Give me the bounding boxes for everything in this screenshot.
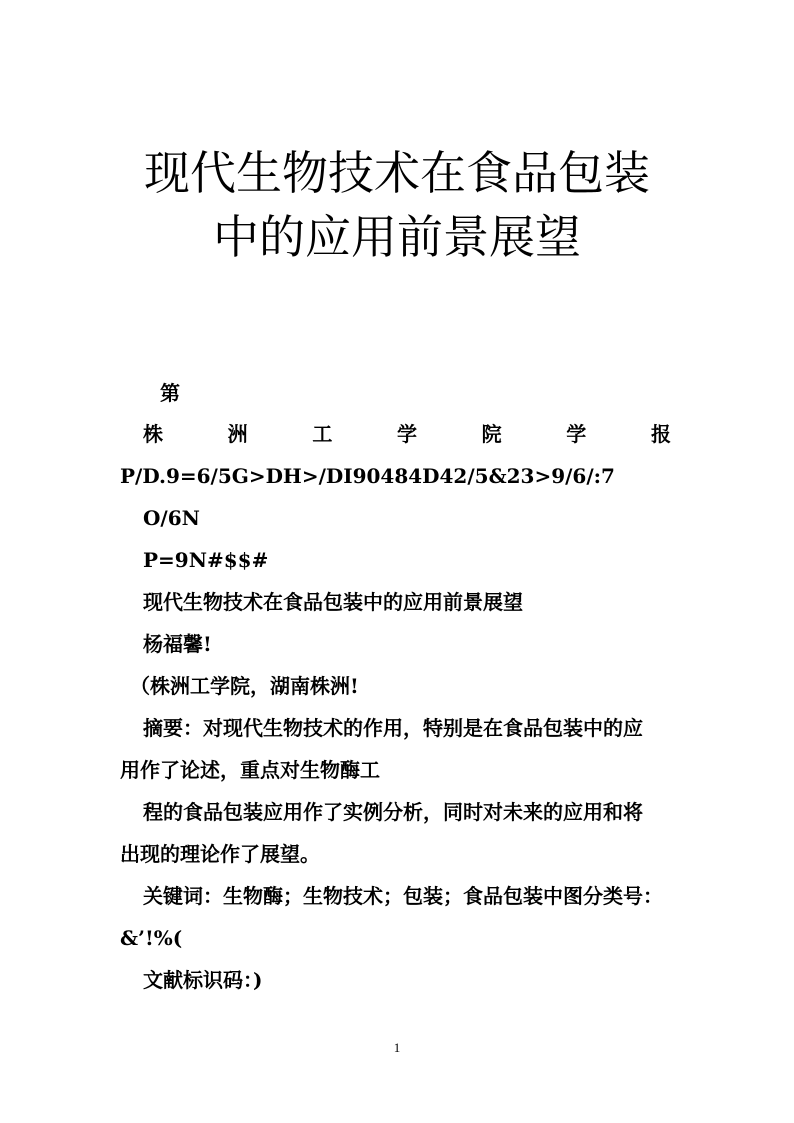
- journal-char: 学: [566, 422, 587, 446]
- affiliation: （株洲工学院，湖南株洲!: [130, 674, 359, 698]
- document-title-line-1: 现代生物技术在食品包装: [144, 146, 650, 200]
- journal-char: 学: [396, 422, 417, 446]
- document-title-line-2: 中的应用前景展望: [213, 210, 581, 264]
- article-title: 现代生物技术在食品包装中的应用前景展望: [143, 590, 523, 614]
- garbled-code-1: P/D.9=6/5G>DH>/DI90484D42/5&23>9/6/:7: [120, 464, 615, 488]
- abstract-line-2: 用作了论述，重点对生物酶工: [120, 758, 380, 782]
- page-number: 1: [393, 1040, 401, 1055]
- keywords-line-2: &’!%(: [120, 926, 183, 950]
- abstract-line-1: 摘要：对现代生物技术的作用，特别是在食品包装中的应: [143, 716, 643, 740]
- author: 杨福馨!: [143, 632, 212, 656]
- abstract-line-3: 程的食品包装应用作了实例分析，同时对未来的应用和将: [143, 800, 643, 824]
- journal-char: 株: [143, 422, 163, 446]
- garbled-code-3: P=9N#$$#: [143, 548, 269, 572]
- document-id-code: 文献标识码：): [143, 968, 263, 992]
- issue-prefix: 第: [160, 381, 180, 405]
- garbled-code-2: O/6N: [143, 506, 200, 530]
- abstract-line-4: 出现的理论作了展望。: [120, 842, 320, 866]
- journal-char: 工: [312, 422, 333, 446]
- journal-name: [143, 420, 671, 448]
- journal-char: 洲: [227, 422, 248, 446]
- journal-char: 院: [481, 422, 502, 446]
- journal-char: 报: [650, 422, 671, 446]
- keywords-line-1: 关键词：生物酶；生物技术；包装；食品包装中图分类号：: [143, 884, 663, 908]
